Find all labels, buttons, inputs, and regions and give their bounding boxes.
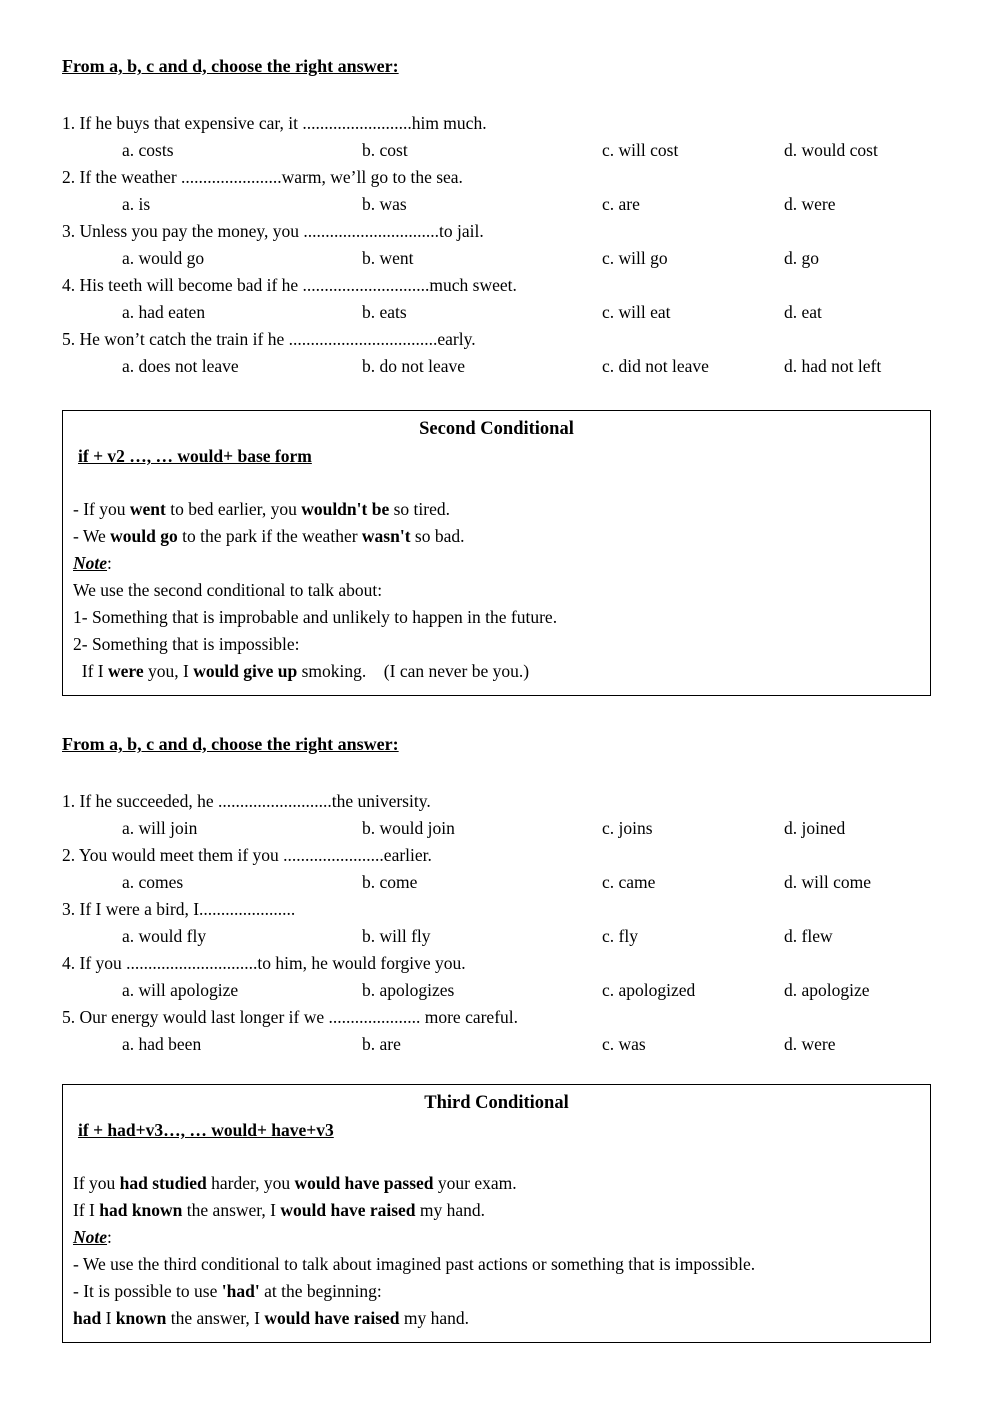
option-d: d. will come xyxy=(784,872,871,892)
option-c: c. joins xyxy=(602,818,653,838)
option-b: b. went xyxy=(362,248,414,268)
option-d: d. eat xyxy=(784,302,822,322)
exercise1-heading: From a, b, c and d, choose the right answer: xyxy=(62,56,399,76)
options-row xyxy=(62,815,931,842)
option-c: c. came xyxy=(602,872,656,892)
option-d: d. go xyxy=(784,248,819,268)
option-b: b. apologizes xyxy=(362,980,455,1000)
question-text: 5. He won’t catch the train if he ..................................early. xyxy=(62,329,476,349)
option-c: c. fly xyxy=(602,926,638,946)
option-b: b. eats xyxy=(362,302,407,322)
example-line: - If you went to bed earlier, you wouldn't be so tired. xyxy=(73,499,450,519)
question-text: 3. Unless you pay the money, you ...............................to jail. xyxy=(62,221,484,241)
question-text: 1. If he buys that expensive car, it .........................him much. xyxy=(62,113,487,133)
exercise2-heading: From a, b, c and d, choose the right answer: xyxy=(62,734,399,754)
option-d: d. joined xyxy=(784,818,846,838)
options-row xyxy=(62,1031,931,1058)
question-block xyxy=(62,326,931,380)
option-d: d. flew xyxy=(784,926,833,946)
note-line: 1- Something that is improbable and unlikely to happen in the future. xyxy=(73,607,558,627)
option-a: a. will join xyxy=(122,818,198,838)
options-row xyxy=(62,191,931,218)
question-text: 2. If the weather .......................warm, we’ll go to the sea. xyxy=(62,167,463,187)
second-conditional-title: Second Conditional xyxy=(419,419,574,439)
question-block xyxy=(62,1004,931,1058)
question-block xyxy=(62,842,931,896)
option-c: c. will go xyxy=(602,248,668,268)
example-line: If you had studied harder, you would have passed your exam. xyxy=(73,1173,517,1193)
note-line: - We use the third conditional to talk about imagined past actions or something that is impossible. xyxy=(73,1254,756,1274)
question-block xyxy=(62,950,931,1004)
options-row xyxy=(62,353,931,380)
note-label: Note: xyxy=(73,1227,112,1247)
question-block xyxy=(62,788,931,842)
note-label: Note: xyxy=(73,553,112,573)
example-line: If I had known the answer, I would have raised my hand. xyxy=(73,1200,486,1220)
options-row xyxy=(62,137,931,164)
question-block xyxy=(62,272,931,326)
example-line: - We would go to the park if the weather wasn't so bad. xyxy=(73,526,465,546)
third-conditional-title: Third Conditional xyxy=(424,1093,569,1113)
option-d: d. were xyxy=(784,194,836,214)
option-c: c. was xyxy=(602,1034,646,1054)
question-text: 1. If he succeeded, he ..........................the university. xyxy=(62,791,431,811)
option-b: b. would join xyxy=(362,818,455,838)
option-a: a. would go xyxy=(122,248,205,268)
question-text: 3. If I were a bird, I...................... xyxy=(62,899,296,919)
option-c: c. apologized xyxy=(602,980,696,1000)
exercise2 xyxy=(62,788,931,1058)
option-b: b. come xyxy=(362,872,418,892)
options-row xyxy=(62,977,931,1004)
question-block xyxy=(62,218,931,272)
question-text: 4. If you ..............................to him, he would forgive you. xyxy=(62,953,466,973)
option-b: b. do not leave xyxy=(362,356,466,376)
second-conditional-box xyxy=(62,410,931,696)
third-conditional-box xyxy=(62,1084,931,1343)
option-a: a. had eaten xyxy=(122,302,206,322)
option-c: c. are xyxy=(602,194,640,214)
blank-line xyxy=(73,1144,920,1170)
option-a: a. does not leave xyxy=(122,356,239,376)
option-d: d. apologize xyxy=(784,980,870,1000)
question-text: 4. His teeth will become bad if he .............................much sweet. xyxy=(62,275,517,295)
example-line: If I were you, I would give up smoking. (I can never be you.) xyxy=(73,661,530,681)
question-text: 5. Our energy would last longer if we ..................... more careful. xyxy=(62,1007,519,1027)
option-a: a. will apologize xyxy=(122,980,239,1000)
option-c: c. did not leave xyxy=(602,356,709,376)
option-a: a. is xyxy=(122,194,151,214)
option-c: c. will cost xyxy=(602,140,679,160)
question-text: 2. You would meet them if you .......................earlier. xyxy=(62,845,432,865)
option-d: d. were xyxy=(784,1034,836,1054)
second-conditional-formula: if + v2 …, … would+ base form xyxy=(78,446,312,466)
note-line: We use the second conditional to talk about: xyxy=(73,580,383,600)
option-b: b. will fly xyxy=(362,926,431,946)
note-line: - It is possible to use 'had' at the beginning: xyxy=(73,1281,382,1301)
question-block xyxy=(62,164,931,218)
options-row xyxy=(62,245,931,272)
third-conditional-formula: if + had+v3…, … would+ have+v3 xyxy=(78,1120,334,1140)
options-row xyxy=(62,869,931,896)
option-c: c. will eat xyxy=(602,302,671,322)
options-row xyxy=(62,299,931,326)
question-block xyxy=(62,896,931,950)
exercise1 xyxy=(62,110,931,380)
note-line: 2- Something that is impossible: xyxy=(73,634,300,654)
option-a: a. comes xyxy=(122,872,184,892)
option-a: a. had been xyxy=(122,1034,202,1054)
question-block xyxy=(62,110,931,164)
example-line: had I known the answer, I would have raised my hand. xyxy=(73,1308,470,1328)
option-b: b. cost xyxy=(362,140,408,160)
option-d: d. had not left xyxy=(784,356,882,376)
options-row xyxy=(62,923,931,950)
option-d: d. would cost xyxy=(784,140,878,160)
blank-line xyxy=(73,470,920,496)
option-a: a. costs xyxy=(122,140,174,160)
option-b: b. was xyxy=(362,194,407,214)
option-b: b. are xyxy=(362,1034,401,1054)
option-a: a. would fly xyxy=(122,926,207,946)
